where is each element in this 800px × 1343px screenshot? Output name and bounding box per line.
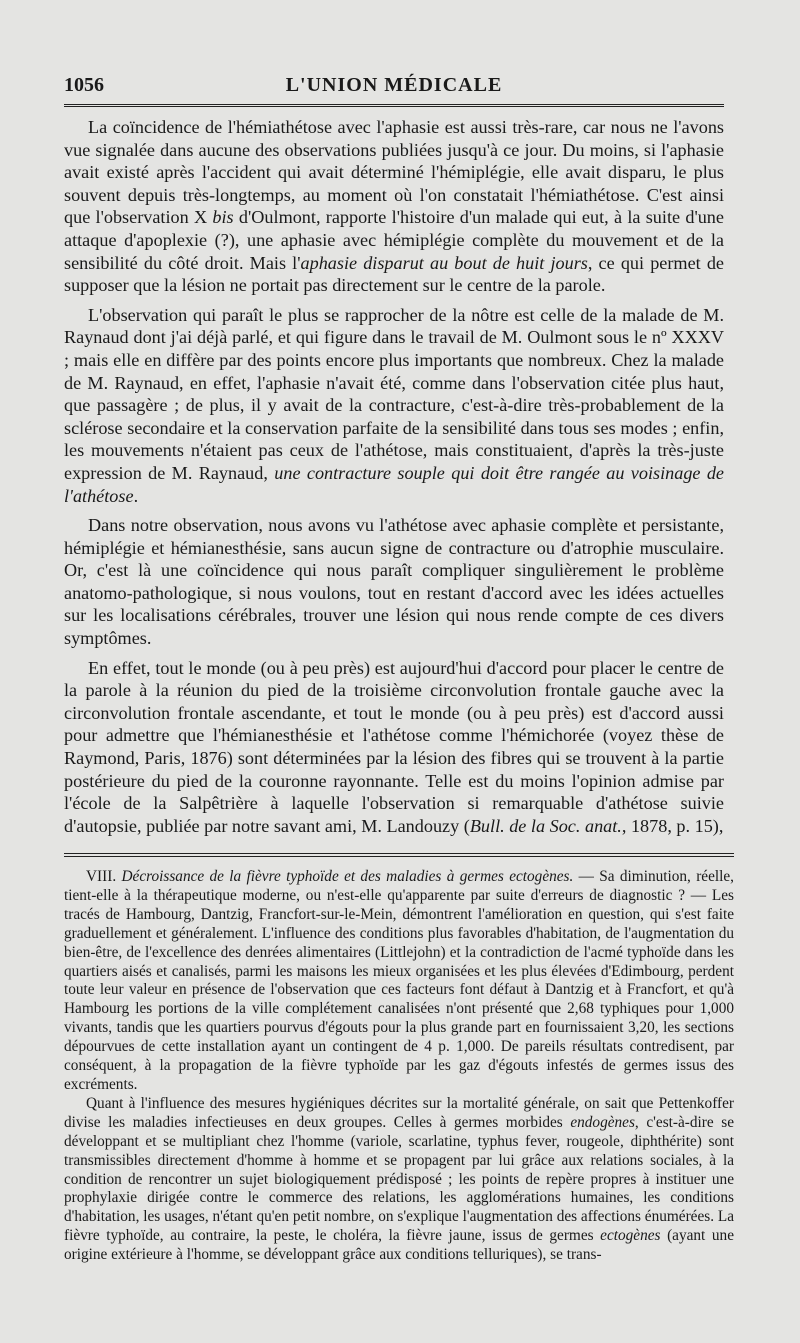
italic-text: aphasie disparut au bout de huit jours — [300, 252, 588, 273]
main-text — [64, 116, 724, 844]
text-run: (ayant une origine extérieure à l'homme, se développant grâce aux conditions telluriques), se trans- — [64, 1227, 734, 1264]
paragraph — [64, 514, 724, 650]
text-run: . — [133, 485, 139, 506]
note-paragraph — [64, 868, 734, 1095]
italic-text: bis — [212, 207, 234, 228]
paragraph — [64, 657, 724, 838]
text-run: La coïncidence de l'hémiathétose avec l'aphasie est aussi très-rare, car nous ne l'avons vue signalée dans aucune des observations publiées jusqu'à ce jour. Du moins, si l'aphasie avait existé après l'accident qui avait déterminé l'hémiplégie, elle avait disparu, le plus souvent depuis très-longtemps, au moment où l'on constatait l'hémiathétose. C'est ainsi que l'observation X — [64, 117, 724, 228]
text-run: VIII. — [86, 868, 122, 885]
running-title: L'UNION MÉDICALE — [285, 74, 503, 96]
text-run: L'observation qui paraît le plus se rapprocher de la nôtre est celle de la malade de M. Raynaud dont j'ai déjà parlé, et qui figure dans le travail de M. Oulmont sous le nº XXXV ; mais elle en diffère par des points encore plus importants que nombreux. Chez la malade de M. Raynaud, en effet, l'aphasie n'avait été, comme dans l'observation citée plus haut, que passagère ; de plus, il y avait de la contracture, c'est-à-dire très-probablement de la sclérose secondaire et la conservation parfaite de la sensibilité dans tous ses modes ; enfin, les mouvements n'étaient pas ceux de l'athétose, mais constituaient, d'après la très-juste expression de M. Raynaud, — [64, 304, 724, 483]
header-rule — [64, 104, 724, 109]
text-run: — Sa diminution, réelle, tient-elle à la thérapeutique moderne, ou n'est-elle qu'apparente par suite d'erreurs de diagnostic ? — Les tracés de Hambourg, Dantzig, Francfort-sur-le-Mein, démontrent l'amélioration en question, qui s'est faite graduellement et généralement. L'influence des conditions plus favorables d'habitation, de l'augmentation du bien-être, de l'excellence des denrées alimentaires (Littlejohn) et la contradiction de l'acmé typhoïde dans les quartiers aisés et canalisés, parmi les maisons les mieux organisées et les plus élevées d'Edimbourg, perdent toute leur valeur en présence de l'observation que ces facteurs font défaut à Dantzig et à Francfort, et qu'à Hambourg les portions de la ville complétement canalisées n'ont présenté que 2,68 typhiques pour 1,000 vivants, tandis que les quartiers pourvus d'égouts pour la plus grande part en fournissaient 3,20, les sections dépourvues de cette installation ayant un contingent de 4 p. 1,000. De pareils résultats contredisent, par conséquent, à la propagation de la fièvre typhoïde par les gaz d'égouts infestés de germes issus des excréments. — [64, 868, 734, 1093]
footnote-rule — [64, 853, 734, 860]
page-header — [64, 74, 724, 100]
text-run: Quant à l'influence des mesures hygiéniques décrites sur la mortalité générale, on sait que Pettenkoffer divise les maladies infectieuses en deux groupes. Celles à germes morbides — [64, 1094, 734, 1131]
italic-text: une contracture souple qui doit être rangée au voisinage de l'athétose — [64, 462, 725, 506]
paragraph — [64, 304, 724, 507]
text-run: , c'est-à-dire se développant et se multipliant chez l'homme (variole, scarlatine, typhus fever, rougeole, diphthérite) sont transmissibles directement d'homme à homme et se propagent par lui grâce aux relations sociales, à la condition de rencontrer un sujet biologiquement prédisposé ; les points de repère propres à instituer une prophylaxie dirigée contre le commerce des relations, les agglomérations humaines, les conditions d'habitation, les usages, n'étant qu'en petit nombre, on s'explique l'augmentation des affections énumérées. La fièvre typhoïde, au contraire, la peste, le choléra, la fièvre jaune, issus de germes — [64, 1113, 734, 1245]
feuilleton-notes — [64, 868, 734, 1265]
text-run: d'Oulmont, rapporte l'histoire d'un malade qui eut, à la suite d'une attaque d'apoplexie (?), une aphasie avec hémiplégie complète du mouvement et de la sensibilité du côté droit. Mais l' — [64, 207, 724, 273]
text-run: En effet, tout le monde (ou à peu près) est aujourd'hui d'accord pour placer le centre de la parole à la réunion du pied de la troisième circonvolution frontale gauche avec la circonvolution frontale ascendante, et tout le monde (ou à peu près) est d'accord aussi pour admettre que l'hémianesthésie et l'athétose comme l'hémichorée (voyez thèse de Raymond, Paris, 1876) sont déterminées par la lésion des fibres qui se trouvent à la partie postérieure du pied de la couronne rayonnante. Telle est du moins l'opinion admise par l'école de la Salpêtrière à laquelle l'observation si remarquable d'athétose suivie d'autopsie, publiée par notre savant ami, M. Landouzy ( — [64, 657, 724, 836]
note-paragraph — [64, 1095, 734, 1265]
paragraph — [64, 116, 724, 297]
italic-text: endogènes — [570, 1113, 635, 1131]
italic-text: Bull. de la Soc. anat. — [469, 815, 622, 836]
page-number: 1056 — [64, 74, 104, 96]
text-run: Dans notre observation, nous avons vu l'athétose avec aphasie complète et persistante, hémiplégie et hémianesthésie, sans aucun signe de contracture ou d'atrophie musculaire. Or, c'est là une coïncidence qui nous paraît compliquer singulièrement le problème anatomo-pathologique, si nous voulons, tout en restant d'accord avec les idées actuelles sur les localisations cérébrales, trouver une lésion qui nous rende compte de ces divers symptômes. — [64, 515, 724, 649]
italic-text: ectogènes — [600, 1227, 661, 1245]
text-run: , ce qui permet de supposer que la lésion ne portait pas directement sur le centre de la parole. — [64, 252, 724, 296]
text-run: , 1878, p. 15), — [621, 815, 724, 836]
italic-text: Décroissance de la fièvre typhoïde et des maladies à germes ectogènes. — [121, 868, 574, 885]
